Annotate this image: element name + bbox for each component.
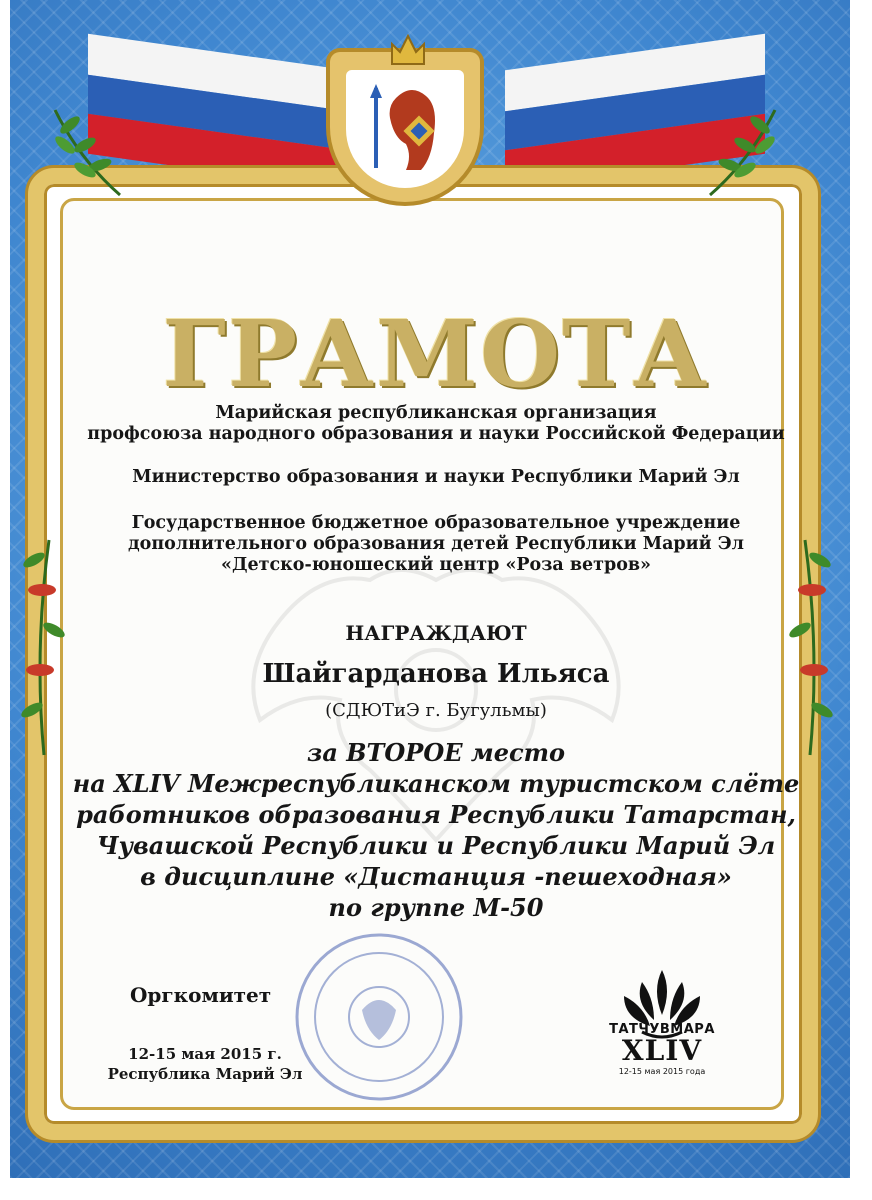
recipient-organization: (СДЮТиЭ г. Бугульмы) xyxy=(325,700,547,721)
laurel-branch-icon xyxy=(700,100,790,200)
document-title: ГРАМОТА xyxy=(162,300,710,408)
event-date-place xyxy=(100,1044,310,1084)
issuer-org3-line3: «Детско-юношеский центр «Роза ветров» xyxy=(221,555,651,575)
issuer-org3-line2: дополнительного образования детей Республики Марий Эл xyxy=(128,534,744,554)
issuer-org3 xyxy=(0,513,872,576)
event-logo-number: XLIV xyxy=(621,1034,703,1067)
award-reason-line4: Чувашской Республики и Республики Марий Эл xyxy=(96,831,776,860)
bear-icon xyxy=(366,78,456,178)
issuer-org1 xyxy=(0,403,872,445)
issuer-org1-line1: Марийская республиканская организация xyxy=(215,403,657,423)
laurel-branch-icon xyxy=(40,100,130,200)
issuer-org1-line2: профсоюза народного образования и науки Российской Федерации xyxy=(87,424,785,444)
award-reason-line3: работников образования Республики Татарстан, xyxy=(76,800,796,829)
organizing-committee-label: Оргкомитет xyxy=(130,983,272,1007)
event-date: 12-15 мая 2015 г. xyxy=(128,1045,282,1063)
event-logo-name: ТАТЧУВМАРА xyxy=(609,1022,715,1037)
event-logo-dates: 12-15 мая 2015 года xyxy=(618,1067,706,1076)
award-verb: НАГРАЖДАЮТ xyxy=(345,621,527,645)
official-seal-icon xyxy=(292,930,467,1105)
crown-icon xyxy=(388,30,428,68)
award-reason-line6: по группе М-50 xyxy=(328,893,544,922)
issuer-org3-line1: Государственное бюджетное образовательное учреждение xyxy=(131,513,741,533)
event-place: Республика Марий Эл xyxy=(107,1065,303,1083)
issuer-org2: Министерство образования и науки Республики Марий Эл xyxy=(132,467,740,487)
award-reason-line5: в дисциплине «Дистанция -пешеходная» xyxy=(140,862,732,891)
award-reason-line2: на XLIV Межреспубликанском туристском слёте xyxy=(72,769,800,798)
recipient-name: Шайгарданова Ильяса xyxy=(262,659,610,689)
award-reason-line1: за ВТОРОЕ место xyxy=(307,738,565,767)
award-reason xyxy=(0,737,872,923)
